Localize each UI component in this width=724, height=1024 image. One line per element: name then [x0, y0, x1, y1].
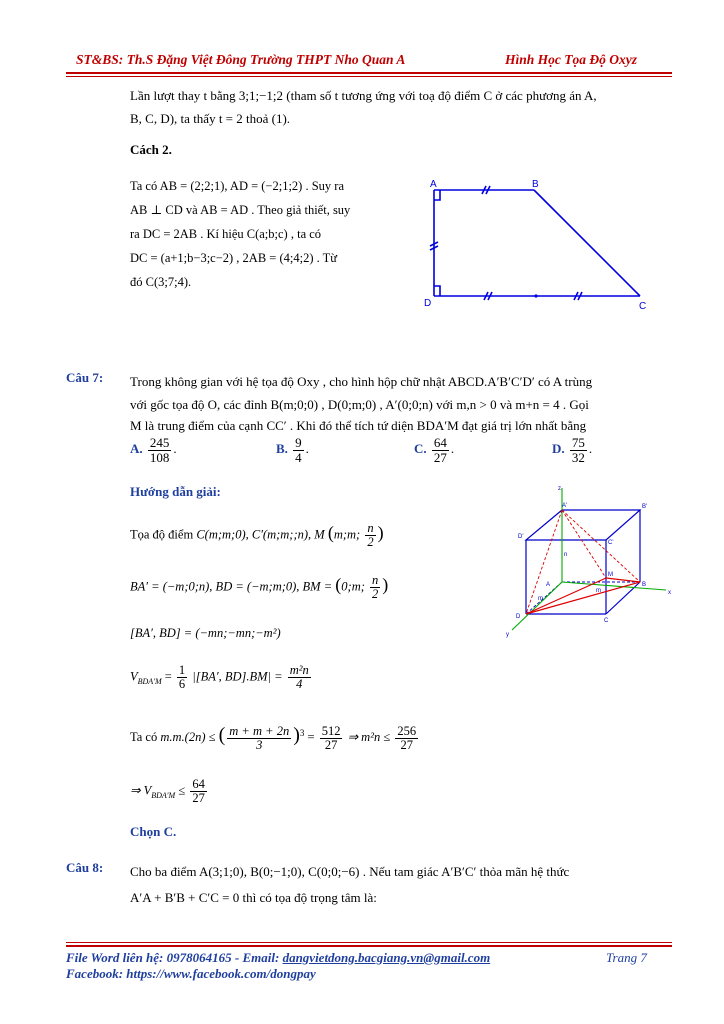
step-5-value-num: 512 — [321, 723, 341, 738]
step-1-numerator: n — [367, 521, 374, 535]
step-5-eq: = — [307, 730, 315, 744]
right-angle-mark-d — [434, 286, 440, 296]
footer-contact — [66, 950, 490, 966]
solution-step-4: $V_{BDA'M}$ = $\frac{1}{6}$ |[BA′, BD].BM| = $\frac{\text{m²n}}{4}$ — [130, 663, 309, 692]
label-c: C — [604, 618, 609, 624]
step-2-denominator: 2 — [372, 587, 379, 602]
solution-step-5: Ta có m.m.(2n) ≤ ( $\frac{m + m + 2n}{3}$ )$^3$ = $\frac{512}{27}$ ⇒ m²n ≤ $\frac{256}{27}$ — [130, 723, 417, 752]
question-7-line: M là trung điểm của cạnh CC′ . Khi đó thể tích tứ diện BDA′M đạt giá trị lớn nhất bằng — [130, 418, 587, 433]
method-line: AB ⊥ CD và AB = AD . Theo giả thiết, suy — [130, 203, 351, 217]
label-b: B — [642, 582, 647, 588]
right-angle-mark-a — [434, 190, 440, 200]
option-b-denominator: 4 — [295, 449, 302, 465]
solution-step-3: [BA′, BD] = (−mn;−mn;−m²) — [130, 626, 281, 640]
step-4-result-num: m²n — [289, 663, 309, 677]
step-6-le: ≤ — [178, 783, 186, 798]
step-5-implication: ⇒ m²n ≤ — [347, 730, 391, 744]
step-4-result-den: 4 — [296, 677, 303, 692]
paragraph-line: Lần lượt thay t bằng 3;1;−1;2 (tham số t tương ứng với toạ độ điểm C ở các phương án A, — [130, 88, 597, 103]
option-a-key: A. — [130, 441, 143, 457]
vertex-label-a: A — [430, 179, 437, 190]
step-5-lhs: m.m.(2n) ≤ — [160, 730, 216, 744]
step-2-numerator: n — [372, 573, 379, 587]
label-m3: m — [538, 596, 543, 602]
vertex-label-d: D — [424, 298, 432, 309]
step-4-one: 1 — [178, 663, 186, 677]
footer-contact-text: File Word liên hệ: 0978064165 - Email: — [66, 950, 283, 965]
option-b-numerator: 9 — [295, 435, 302, 450]
header-right: Hình Học Tọa Độ Oxyz — [505, 52, 638, 67]
box-top-face — [526, 510, 640, 540]
question-7-line: với gốc tọa độ O, các đỉnh B(m;0;0) , D(0;m;0) , A′(0;0;n) với m,n > 0 và m+n = 4 . Gọi — [130, 397, 589, 412]
footer-email-link[interactable]: dangvietdong.bacgiang.vn@gmail.com — [282, 950, 491, 965]
label-c1: C' — [608, 540, 614, 546]
option-d[interactable]: D. $\frac{75}{32}$ . — [552, 435, 593, 465]
step-6-pre: ⇒ V — [130, 783, 152, 798]
answer-choice: Chọn C. — [130, 824, 177, 839]
step-5-am-num: m + m + 2n — [229, 723, 290, 738]
solution-heading: Hướng dẫn giải: — [130, 484, 221, 499]
method-line: DC = (a+1;b−3;c−2) , 2AB = (4;4;2) . Từ — [130, 251, 338, 265]
step-1-denominator: 2 — [367, 535, 374, 550]
option-b[interactable]: B. $\frac{9}{4}$ . — [276, 435, 309, 465]
box-3d-figure — [498, 482, 680, 642]
header-left: ST&BS: Th.S Đặng Việt Đông Trường THPT Nho Quan A — [76, 52, 406, 67]
option-a[interactable]: A. $\frac{245}{108}$ . — [130, 435, 177, 465]
step-6-den: 27 — [192, 791, 205, 806]
option-a-numerator: 245 — [149, 435, 170, 450]
label-b1: B' — [642, 504, 648, 510]
option-c-numerator: 64 — [433, 435, 447, 450]
trapezoid-figure — [420, 178, 660, 314]
vertex-label-c: C — [639, 301, 647, 312]
method-heading: Cách 2. — [130, 142, 172, 157]
solution-step-6 — [130, 778, 209, 805]
step-5-power: 3 — [299, 727, 305, 738]
label-a: A — [546, 582, 551, 588]
footer-facebook[interactable]: Facebook: https://www.facebook.com/dongpay — [66, 966, 316, 981]
step-1-m-coords: m;m; — [333, 527, 361, 542]
step-2-expression: BA′ = (−m;0;n), BD = (−m;m;0), BM = — [130, 579, 333, 594]
option-a-denominator: 108 — [149, 449, 170, 465]
header-divider — [66, 72, 672, 74]
option-d-key: D. — [552, 441, 565, 457]
option-c-key: C. — [414, 441, 427, 457]
option-d-denominator: 32 — [571, 449, 585, 465]
step-4-six: 6 — [178, 677, 186, 692]
header-divider-thin — [66, 76, 672, 77]
step-5-bound-num: 256 — [397, 723, 417, 738]
solution-step-2: BA′ = (−m;0;n), BD = (−m;m;0), BM = (0;m; $\frac{n}{2}$ ) — [130, 573, 389, 602]
method-line: đó C(3;7;4). — [130, 275, 192, 289]
label-d: D — [516, 614, 521, 620]
label-d1: D' — [518, 534, 524, 540]
step-2-bm-vector: 0;m; — [341, 579, 365, 594]
option-c-denominator: 27 — [433, 449, 447, 465]
method-line: Ta có AB = (2;2;1), AD = (−2;1;2) . Suy ra — [130, 179, 345, 193]
label-m: M — [608, 572, 613, 578]
step-5-am-den: 3 — [256, 737, 263, 752]
footer-page-number: Trang 7 — [606, 950, 647, 965]
option-b-key: B. — [276, 441, 288, 457]
paragraph-line: B, C, D), ta thấy t = 2 thoả (1). — [130, 111, 291, 126]
step-5-prefix: Ta có — [130, 730, 158, 744]
label-y: y — [506, 632, 509, 638]
label-z: z — [558, 486, 561, 492]
label-n: n — [564, 552, 568, 558]
vertex-label-b: B — [532, 179, 539, 190]
step-4-subscript: BDA′M — [137, 677, 162, 686]
step-1-expression: C(m;m;0), C′(m;m;;n), M — [196, 527, 325, 542]
trapezoid-edge-bc — [534, 190, 640, 296]
step-5-bound-den: 27 — [400, 737, 413, 752]
question-8-line: A′A + B′B + C′C = 0 thì có tọa độ trọng tâm là: — [130, 890, 377, 905]
option-c[interactable]: C. $\frac{64}{27}$ . — [414, 435, 455, 465]
step-6-num: 64 — [192, 777, 205, 791]
question-7-label: Câu 7: — [66, 370, 104, 385]
option-d-numerator: 75 — [571, 435, 585, 450]
step-6-subscript: BDA′M — [151, 791, 176, 800]
question-7-line: Trong không gian với hệ tọa độ Oxy , cho hình hộp chữ nhật ABCD.A′B′C′D′ có A trùng — [130, 374, 593, 389]
footer-divider-thin — [66, 942, 672, 943]
step-5-value-den: 27 — [324, 737, 338, 752]
label-m2: m — [596, 588, 601, 594]
label-x: x — [668, 590, 671, 596]
question-8-label: Câu 8: — [66, 860, 104, 875]
midpoint-dot — [534, 294, 537, 297]
label-a1: A' — [562, 503, 568, 509]
solution-step-1: Tọa độ điểm C(m;m;0), C′(m;m;;n), M (m;m; $\frac{n}{2}$ ) — [130, 521, 384, 550]
step-4-volume: V — [130, 669, 138, 684]
step-4-product: |[BA′, BD].BM| = — [192, 669, 283, 684]
question-8-line: Cho ba điểm A(3;1;0), B(0;−1;0), C(0;0;−6) . Nếu tam giác A′B′C′ thỏa mãn hệ thức — [130, 864, 570, 879]
footer-divider — [66, 945, 672, 947]
method-line: ra DC = 2AB . Kí hiệu C(a;b;c) , ta có — [130, 227, 322, 241]
step-1-prefix: Tọa độ điểm — [130, 527, 194, 542]
edge-bm — [606, 578, 640, 582]
